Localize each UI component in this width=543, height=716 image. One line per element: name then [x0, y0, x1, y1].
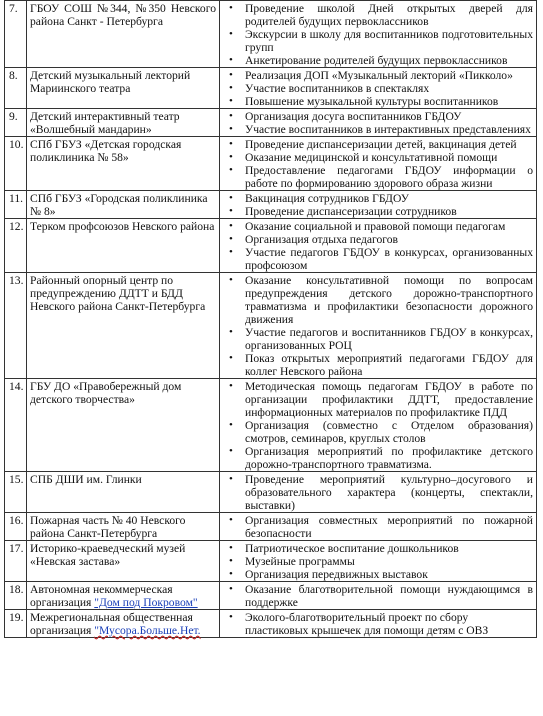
table-row — [5, 109, 537, 137]
organization-name: Терком профсоюзов Невского района — [27, 219, 220, 273]
list-item: • Организация совместных мероприятий по пожарной безопасности — [223, 514, 533, 540]
row-number: 15. — [5, 472, 27, 513]
organization-name: ГБУ ДО «Правобережный дом детского творчества» — [27, 379, 220, 472]
organization-name: Районный опорный центр по предупреждению ДДТТ и БДД Невского района Санкт-Петербурга — [27, 273, 220, 379]
partners-table — [4, 0, 537, 638]
organization-name: Детский интерактивный театр «Волшебный мандарин» — [27, 109, 220, 137]
activities-cell — [220, 137, 537, 191]
list-item: • Оказание консультативной помощи по вопросам предупреждения детского дорожно-транспортного травматизма и профилактики безопасности дорожного движения — [223, 274, 533, 326]
list-item: • Музейные программы — [223, 555, 533, 568]
organization-link[interactable]: "Мусора.Больше.Нет. — [94, 624, 201, 637]
list-item: • Методическая помощь педагогам ГБДОУ в работе по организации профилактики ДДТТ, предоставление информационных материалов по профилактике ПДД — [223, 380, 533, 419]
row-number: 9. — [5, 109, 27, 137]
organization-name: СПб ГБУЗ «Детская городская поликлиника № 58» — [27, 137, 220, 191]
activities-cell — [220, 1, 537, 68]
list-item: • Предоставление педагогами ГБДОУ информации о работе по формированию здорового образа жизни — [223, 164, 533, 190]
list-item: • Анкетирование родителей будущих первоклассников — [223, 54, 533, 67]
list-item: • Участие воспитанников в спектаклях — [223, 82, 533, 95]
row-number: 10. — [5, 137, 27, 191]
list-item: • Оказание благотворительной помощи нуждающимся в поддержке — [223, 583, 533, 609]
list-item: • Реализация ДОП «Музыкальный лекторий «Пикколо» — [223, 69, 533, 82]
list-item: • Участие воспитанников в интерактивных представлениях — [223, 123, 533, 136]
list-item: • Проведение школой Дней открытых дверей для родителей будущих первоклассников — [223, 2, 533, 28]
list-item: • Организация мероприятий по профилактике детского дорожно-транспортного травматизма. — [223, 445, 533, 471]
activities-cell — [220, 582, 537, 610]
organization-name — [27, 610, 220, 638]
table-row — [5, 610, 537, 638]
list-item: • Оказание социальной и правовой помощи педагогам — [223, 220, 533, 233]
table-row — [5, 472, 537, 513]
list-item: • Повышение музыкальной культуры воспитанников — [223, 95, 533, 108]
table-row — [5, 541, 537, 582]
list-item: • Патриотическое воспитание дошкольников — [223, 542, 533, 555]
organization-name: СПБ ДШИ им. Глинки — [27, 472, 220, 513]
row-number: 11. — [5, 191, 27, 219]
activities-cell — [220, 68, 537, 109]
list-item: • Вакцинация сотрудников ГБДОУ — [223, 192, 533, 205]
activities-cell — [220, 472, 537, 513]
organization-type: Автономная некоммерческая организация — [30, 583, 173, 609]
list-item: • Участие педагогов и воспитанников ГБДОУ в конкурсах, организованных РОЦ — [223, 326, 533, 352]
activities-cell — [220, 513, 537, 541]
list-item: • Экскурсии в школу для воспитанников подготовительных групп — [223, 28, 533, 54]
table-row — [5, 582, 537, 610]
table-row — [5, 137, 537, 191]
row-number: 17. — [5, 541, 27, 582]
list-item: • Эколого-благотворительный проект по сбору пластиковых крышечек для помощи детям с ОВЗ — [223, 611, 533, 637]
list-item: • Проведение диспансеризации детей, вакцинация детей — [223, 138, 533, 151]
list-item: • Оказание медицинской и консультативной помощи — [223, 151, 533, 164]
list-item: • Проведение мероприятий культурно–досугового и образовательного характера (концерты, спектакли, выставки) — [223, 473, 533, 512]
row-number: 14. — [5, 379, 27, 472]
activities-cell — [220, 191, 537, 219]
row-number: 13. — [5, 273, 27, 379]
table-row — [5, 68, 537, 109]
table-row — [5, 219, 537, 273]
activities-cell — [220, 273, 537, 379]
activities-cell — [220, 610, 537, 638]
row-number: 19. — [5, 610, 27, 638]
table-row — [5, 513, 537, 541]
table-row — [5, 1, 537, 68]
list-item: • Участие педагогов ГБДОУ в конкурсах, организованных профсоюзом — [223, 246, 533, 272]
row-number: 16. — [5, 513, 27, 541]
list-item: • Показ открытых мероприятий педагогами ГБДОУ для коллег Невского района — [223, 352, 533, 378]
activities-cell — [220, 379, 537, 472]
table-row — [5, 273, 537, 379]
table-row — [5, 379, 537, 472]
organization-link[interactable]: "Дом под Покровом" — [94, 596, 198, 609]
row-number: 7. — [5, 1, 27, 68]
list-item: • Организация (совместно с Отделом образования) смотров, семинаров, круглых столов — [223, 419, 533, 445]
activities-cell — [220, 541, 537, 582]
row-number: 8. — [5, 68, 27, 109]
organization-name: ГБОУ СОШ №344, №350 Невского района Санкт - Петербурга — [27, 1, 220, 68]
organization-name: Детский музыкальный лекторий Мариинского театра — [27, 68, 220, 109]
row-number: 12. — [5, 219, 27, 273]
organization-name: СПб ГБУЗ «Городская поликлиника № 8» — [27, 191, 220, 219]
organization-name: Пожарная часть № 40 Невского района Санкт-Петербурга — [27, 513, 220, 541]
organization-name — [27, 582, 220, 610]
list-item: • Проведение диспансеризации сотрудников — [223, 205, 533, 218]
list-item: • Организация отдыха педагогов — [223, 233, 533, 246]
activities-cell — [220, 219, 537, 273]
activities-cell — [220, 109, 537, 137]
list-item: • Организация передвижных выставок — [223, 568, 533, 581]
organization-type: Межрегиональная общественная организация — [30, 611, 193, 637]
row-number: 18. — [5, 582, 27, 610]
organization-name: Историко-краеведческий музей «Невская застава» — [27, 541, 220, 582]
list-item: • Организация досуга воспитанников ГБДОУ — [223, 110, 533, 123]
table-row — [5, 191, 537, 219]
